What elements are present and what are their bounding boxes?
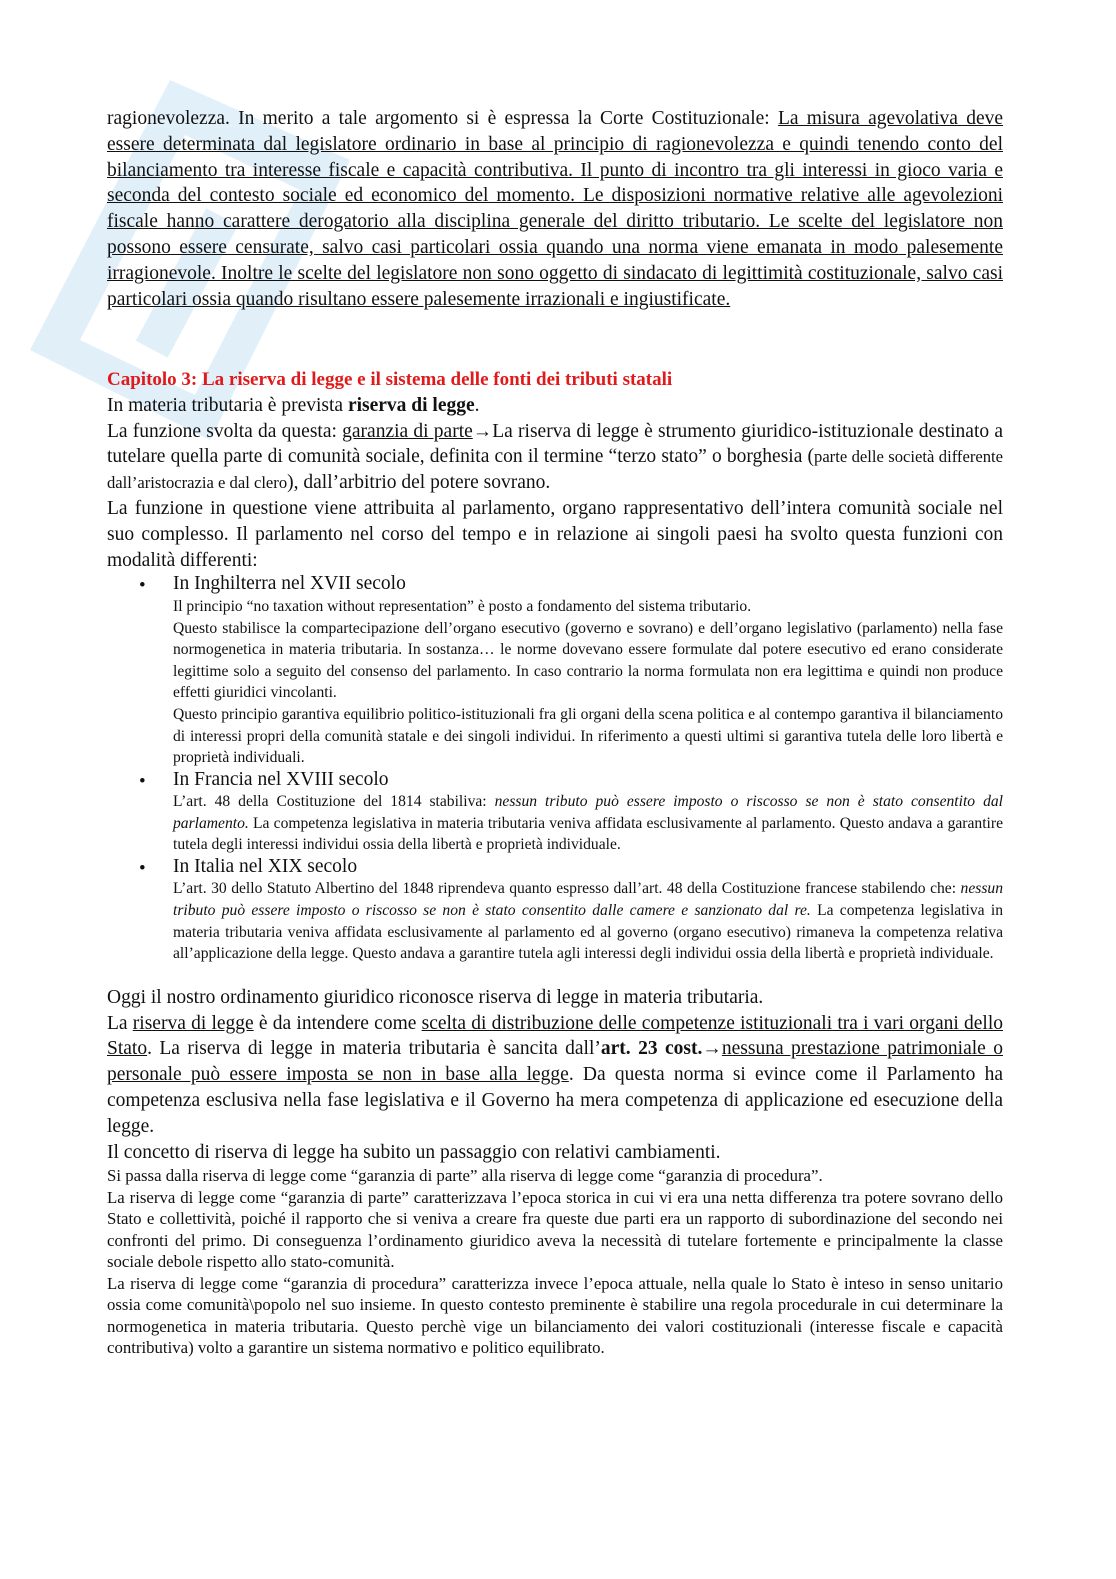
- list-item-text: Questo principio garantiva equilibrio politico-istituzionali fra gli organi della scena politica e al contempo garantiva il bilanciamento di interessi propri della comunità statale e dei singoli individui. In riferimento a questi ultimi si garantiva tutela delle loro libertà e proprietà individuali.: [173, 705, 1003, 767]
- underlined-definition: scelta di distribuzione delle competenze istituzionali tra i vari organi dello Stato: [107, 1012, 1003, 1060]
- parenthetical-note: parte delle società differente dall’aristocrazia e dal clero: [107, 447, 1003, 493]
- list-item-italy: [107, 856, 1003, 965]
- closing-paragraph-6: La riserva di legge come “garanzia di procedura” caratterizza invece l’epoca attuale, nella quale lo Stato è inteso in senso unitario ossia come comunità\popolo nel suo insieme. In questo contesto preminente è stabilire una regola procedurale in cui determinare la normogenetica in materia tributaria. Questo perchè vige un bilanciamento dei valori costituzionali (interesse fiscale e capacità contributiva) volto a garantire un sistema normativo e politico equilibrato.: [107, 1273, 1003, 1358]
- list-item-text: Il principio “no taxation without representation” è posto a fondamento del sistema tributario.: [173, 597, 752, 615]
- document-page: [107, 106, 1003, 1359]
- underlined-term: riserva di legge: [132, 1012, 254, 1034]
- italic-quote: nessun tributo può essere imposto o riscosso se non è stato consentito dalle camere e sanzionato dal re.: [173, 880, 1003, 920]
- parliament-paragraph: La funzione in questione viene attribuita al parlamento, organo rappresentativo dell’intera comunità sociale nel suo complesso. Il parlamento nel corso del tempo e in relazione ai singoli paesi ha svolto questa funzioni con modalità differenti:: [107, 498, 1003, 571]
- list-item-england: [107, 573, 1003, 768]
- chapter-title: Capitolo 3: La riserva di legge e il sistema delle fonti dei tributi statali: [107, 369, 673, 391]
- underlined-quote: La misura agevolativa deve essere determinata dal legislatore ordinario in base al principio di ragionevolezza e quindi tenendo conto del bilanciamento tra interesse fiscale e capacità contributiva.: [107, 108, 1004, 181]
- bullet: •: [139, 575, 146, 597]
- bullet: •: [139, 857, 146, 879]
- article-reference: art. 23 cost.: [600, 1038, 703, 1060]
- underlined-term: garanzia di parte: [342, 420, 473, 442]
- intro-paragraph: ragionevolezza. In merito a tale argomento si è espressa la Corte Costituzionale: La misura agevolativa deve essere determinata dal legislatore ordinario in base al principio di ragionevolezza e quindi tenendo conto del bilanciamento tra interesse fiscale e capacità contributiva. Il punto di incontro tra gli interessi in gioco varia e seconda del contesto sociale ed economico del momento. Le disposizioni normative relative alle agevolezioni fiscale hanno carattere derogatorio alla disciplina generale del diritto tributario. Le scelte del legislatore non possono essere censurate, salvo casi particolari ossia quando una norma viene emanata in modo palesemente irragionevole. Inoltre le scelte del legislatore non sono oggetto di sindacato di legittimità costituzionale, salvo casi particolari ossia quando risultano essere palesemente irrazionali e ingiustificate.: [107, 108, 1004, 310]
- list-item-heading: In Italia nel XIX secolo: [173, 855, 358, 877]
- list-item-heading: In Inghilterra nel XVII secolo: [173, 573, 406, 595]
- underlined-text: Il punto di incontro tra gli interessi in gioco varia e seconda del contesto sociale ed economico del momento. Le disposizioni normative relative alle agevolezioni fiscale hanno carattere derogatorio alla disciplina generale del diritto tributario. Le scelte del legislatore non possono essere censurate, salvo casi particolari ossia quando una norma viene emanata in modo palesemente irragionevole. Inoltre le scelte del legislatore non sono oggetto di sindacato di legittimità costituzionale, salvo casi particolari ossia quando risultano essere palesemente irrazionali e ingiustificate.: [107, 159, 1003, 310]
- italic-quote: nessun tributo può essere imposto o riscosso se non è stato consentito dal parlamento.: [173, 793, 1004, 832]
- list-item-text: L’art. 48 della Costituzione del 1814 stabiliva: nessun tributo può essere imposto o riscosso se non è stato consentito dal parlamento. La competenza legislativa in materia tributaria veniva affidata esclusivamente al parlamento. Questo andava a garantire tutela degli interessi individui ossia della libertà e proprietà individuale.: [173, 793, 1004, 854]
- history-list: [107, 573, 1003, 964]
- bold-term: riserva di legge: [347, 394, 475, 416]
- chapter-intro-line: In materia tributaria è prevista riserva di legge.: [107, 394, 480, 416]
- list-item-text: L’art. 30 dello Statuto Albertino del 1848 riprendeva quanto espresso dall’art. 48 della Costituzione francese stabilendo che: nessun tributo può essere imposto o riscosso se non è stato consentito dalle camere e sanzionato dal re. La competenza legislativa in materia tributaria veniva affidata esclusivamente al parlamento ed al governo (organo esecutivo) rimaneva la competenza relativa all’applicazione della legge. Questo andava a garantire tutela agli interessi degli individui ossia della libertà e proprietà individuale.: [173, 880, 1003, 963]
- closing-paragraph-5: La riserva di legge come “garanzia di parte” caratterizzava l’epoca storica in cui vi era una netta differenza tra potere sovrano dello Stato e collettività, poiché il rapporto che si veniva a creare fra queste due parti era un rapporto di subordinazione del secondo nei confronti del primo. Di conseguenza l’ordinamento giuridico aveva la necessità di tutelare fortemente e principalmente la classe sociale debole rispetto allo stato-comunità.: [107, 1187, 1003, 1272]
- closing-paragraph-2: La riserva di legge è da intendere come scelta di distribuzione delle competenze istituzionali tra i vari organi dello Stato. La riserva di legge in materia tributaria è sancita dall’art. 23 cost.→nessuna prestazione patrimoniale o personale può essere imposta se non in base alla legge. Da questa norma si evince come il Parlamento ha competenza esclusiva nella fase legislativa e il Governo ha mera competenza di applicazione ed esecuzione della legge.: [107, 1012, 1003, 1137]
- list-item-heading: In Francia nel XVIII secolo: [173, 768, 389, 790]
- closing-paragraph-1: Oggi il nostro ordinamento giuridico riconosce riserva di legge in materia tributaria.: [107, 986, 764, 1008]
- list-item-france: [107, 769, 1003, 856]
- bullet: •: [139, 770, 146, 792]
- underlined-quote: nessuna prestazione patrimoniale o personale può essere imposta se non in base alla legge: [107, 1038, 1003, 1086]
- closing-paragraph-3: Il concetto di riserva di legge ha subito un passaggio con relativi cambiamenti.: [107, 1141, 721, 1163]
- function-paragraph: La funzione svolta da questa: garanzia di parte→La riserva di legge è strumento giuridico-istituzionale destinato a tutelare quella parte di comunità sociale, definita con il termine “terzo stato” o borghesia (parte delle società differente dall’aristocrazia e dal clero), dall’arbitrio del potere sovrano.: [107, 420, 1003, 494]
- list-item-text: Questo stabilisce la compartecipazione dell’organo esecutivo (governo e sovrano) e dell’organo legislativo (parlamento) nella fase normogenetica in materia tributaria. In sostanza… le norme dovevano essere formulate dal potere esecutivo ed erano considerate legittime solo a seguito del consenso del parlamento. In caso contrario la norma formulata non era legittima e quindi non produce effetti giuridici vincolanti.: [173, 619, 1003, 702]
- closing-paragraph-4: Si passa dalla riserva di legge come “garanzia di parte” alla riserva di legge come “garanzia di procedura”.: [107, 1166, 823, 1186]
